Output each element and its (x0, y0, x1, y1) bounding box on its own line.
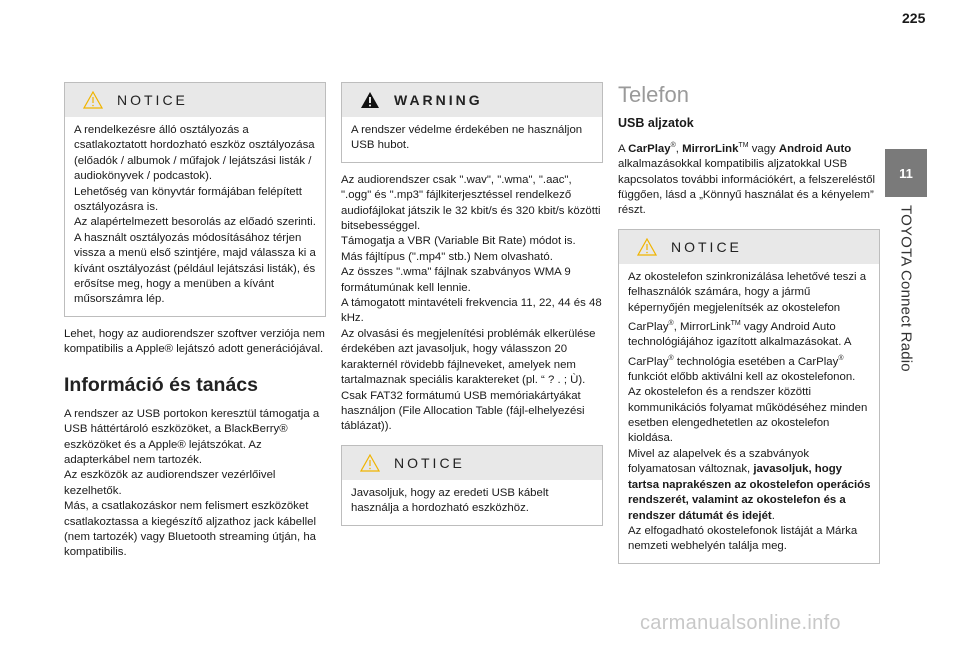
page-number: 225 (902, 10, 926, 26)
notice-label-2: NOTICE (394, 454, 465, 471)
warning-box (341, 82, 603, 163)
chapter-side-title (886, 205, 926, 425)
warning-triangle-icon (637, 238, 657, 256)
column-2 (341, 82, 603, 526)
warning-text: A rendszer védelme érdekében ne használjon USB hubot. (351, 124, 583, 152)
section-heading: Információ és tanács (64, 373, 258, 396)
notice-header-2 (342, 446, 602, 480)
warning-label: WARNING (394, 92, 483, 108)
notice-text-2: Javasoljuk, hogy az eredeti USB kábelt használja a hordozható eszközhöz. (351, 486, 549, 515)
chapter-title-text: TOYOTA Connect Radio (897, 205, 915, 372)
notice-box-2 (341, 445, 603, 526)
telefon-heading: Telefon (618, 82, 689, 107)
notice-label: NOTICE (117, 92, 188, 108)
column-1 (64, 82, 326, 561)
notice-text-3: Az okostelefon szinkronizálása lehetővé teszi a felhasználók számára, hogy a jármű képernyőjén megjelenítsék az okostelefon CarPlay®, MirrorLink™ vagy Android Auto technológiájához igazított alkalmazásokat. A CarPlay® technológia esetében a CarPlay® funkciót előbb aktiválni kell az okostelefonon. Az okostelefon és a rendszer közötti kommunikációs folyamat működéséhez minden esetben elengedhetetlen az okostelefon kioldása. Mivel az alapelvek és a szabványok folyamatosan változnak, javasoljuk, hogy tartsa naprakészen az okostelefon operációs rendszerét, valamint az okostelefon és a rendszer dátumát és idejét. Az elfogadható okostelefonok listáját a Márka nemzeti webhelyén találja meg. (628, 270, 871, 553)
notice-box (64, 82, 326, 317)
notice-header (65, 83, 325, 117)
file-format-paragraph: Az audiorendszer csak ".wav", ".wma", ".aac", ".ogg" és ".mp3" fájlkiterjesztéssel rendelkező audiofájlokat játszik le 32 kbit/s és 320 kbit/s közötti bitsebességgel. Támogatja a VBR (Variable Bit Rate) módot is. Más fájltípus (".mp4" stb.) Nem olvasható. Az összes ".wma" fájlnak szabványos WMA 9 formátumúnak kell lennie. A támogatott mintavételi frekvencia 11, 22, 44 és 48 kHz. Az olvasási és megjelenítési problémák elkerülése érdekében azt javasoljuk, hogy válasszon 20 karakternél rövidebb fájlneveket, amelyek nem tartalmaznak speciális karaktereket (pl. “ ? . ; Ù). Csak FAT32 formátumú USB memóriakártyákat használjon (File Allocation Table (fájl-elhelyezési táblázat)). (341, 173, 602, 433)
warning-triangle-icon (360, 454, 380, 472)
notice-text: A rendelkezésre álló osztályozás a csatlakoztatott hordozható eszköz osztályozása (előadók / albumok / műfajok / lejátszási listák / audiokönyvek / podcastok). Lehetőség van könyvtár formájában felépített osztályozásra is. Az alapértelmezett besorolás az előadó szerinti. A használt osztályozás módosításához térjen vissza a menü első szintjére, majd válassza ki a kívánt osztályozást (például lejátszási listák), és erősítse meg, hogy a menüben a kívánt műsorszámra lép. (74, 124, 316, 306)
usb-sockets-paragraph: A CarPlay®, MirrorLink™ vagy Android Auto alkalmazásokkal kompatibilis aljzatokkal USB kapcsolatos további információkért, a felszereléstől függően, lásd a „Könnyű használat és a kényelem” részt. (618, 142, 876, 217)
warning-header (342, 83, 602, 117)
chapter-tab: 11 (885, 149, 927, 197)
warning-exclamation-icon (360, 91, 380, 109)
usb-support-paragraph: A rendszer az USB portokon keresztül támogatja a USB háttértároló eszközöket, a BlackBerry® eszközöket és a Apple® lejátszókat. Az adapterkábel nem tartozék. Az eszközök az audiorendszer vezérlőivel kezelhetők. Más, a csatlakozáskor nem felismert eszközöket csatlakoztassa a kiegészítő aljzathoz jack kábellel (nem tartozék) vagy Bluetooth streaming útján, ha kompatibilis. (64, 407, 320, 559)
usb-sockets-subheading: USB aljzatok (618, 116, 694, 130)
notice-box-3 (618, 229, 880, 564)
column-3 (618, 82, 880, 564)
watermark: carmanualsonline.info (640, 612, 841, 634)
notice-header-3 (619, 230, 879, 264)
warning-triangle-icon (83, 91, 103, 109)
notice-label-3: NOTICE (671, 238, 742, 255)
compatibility-paragraph: Lehet, hogy az audiorendszer szoftver verziója nem kompatibilis a Apple® lejátszó adott generációjával. (64, 327, 325, 356)
